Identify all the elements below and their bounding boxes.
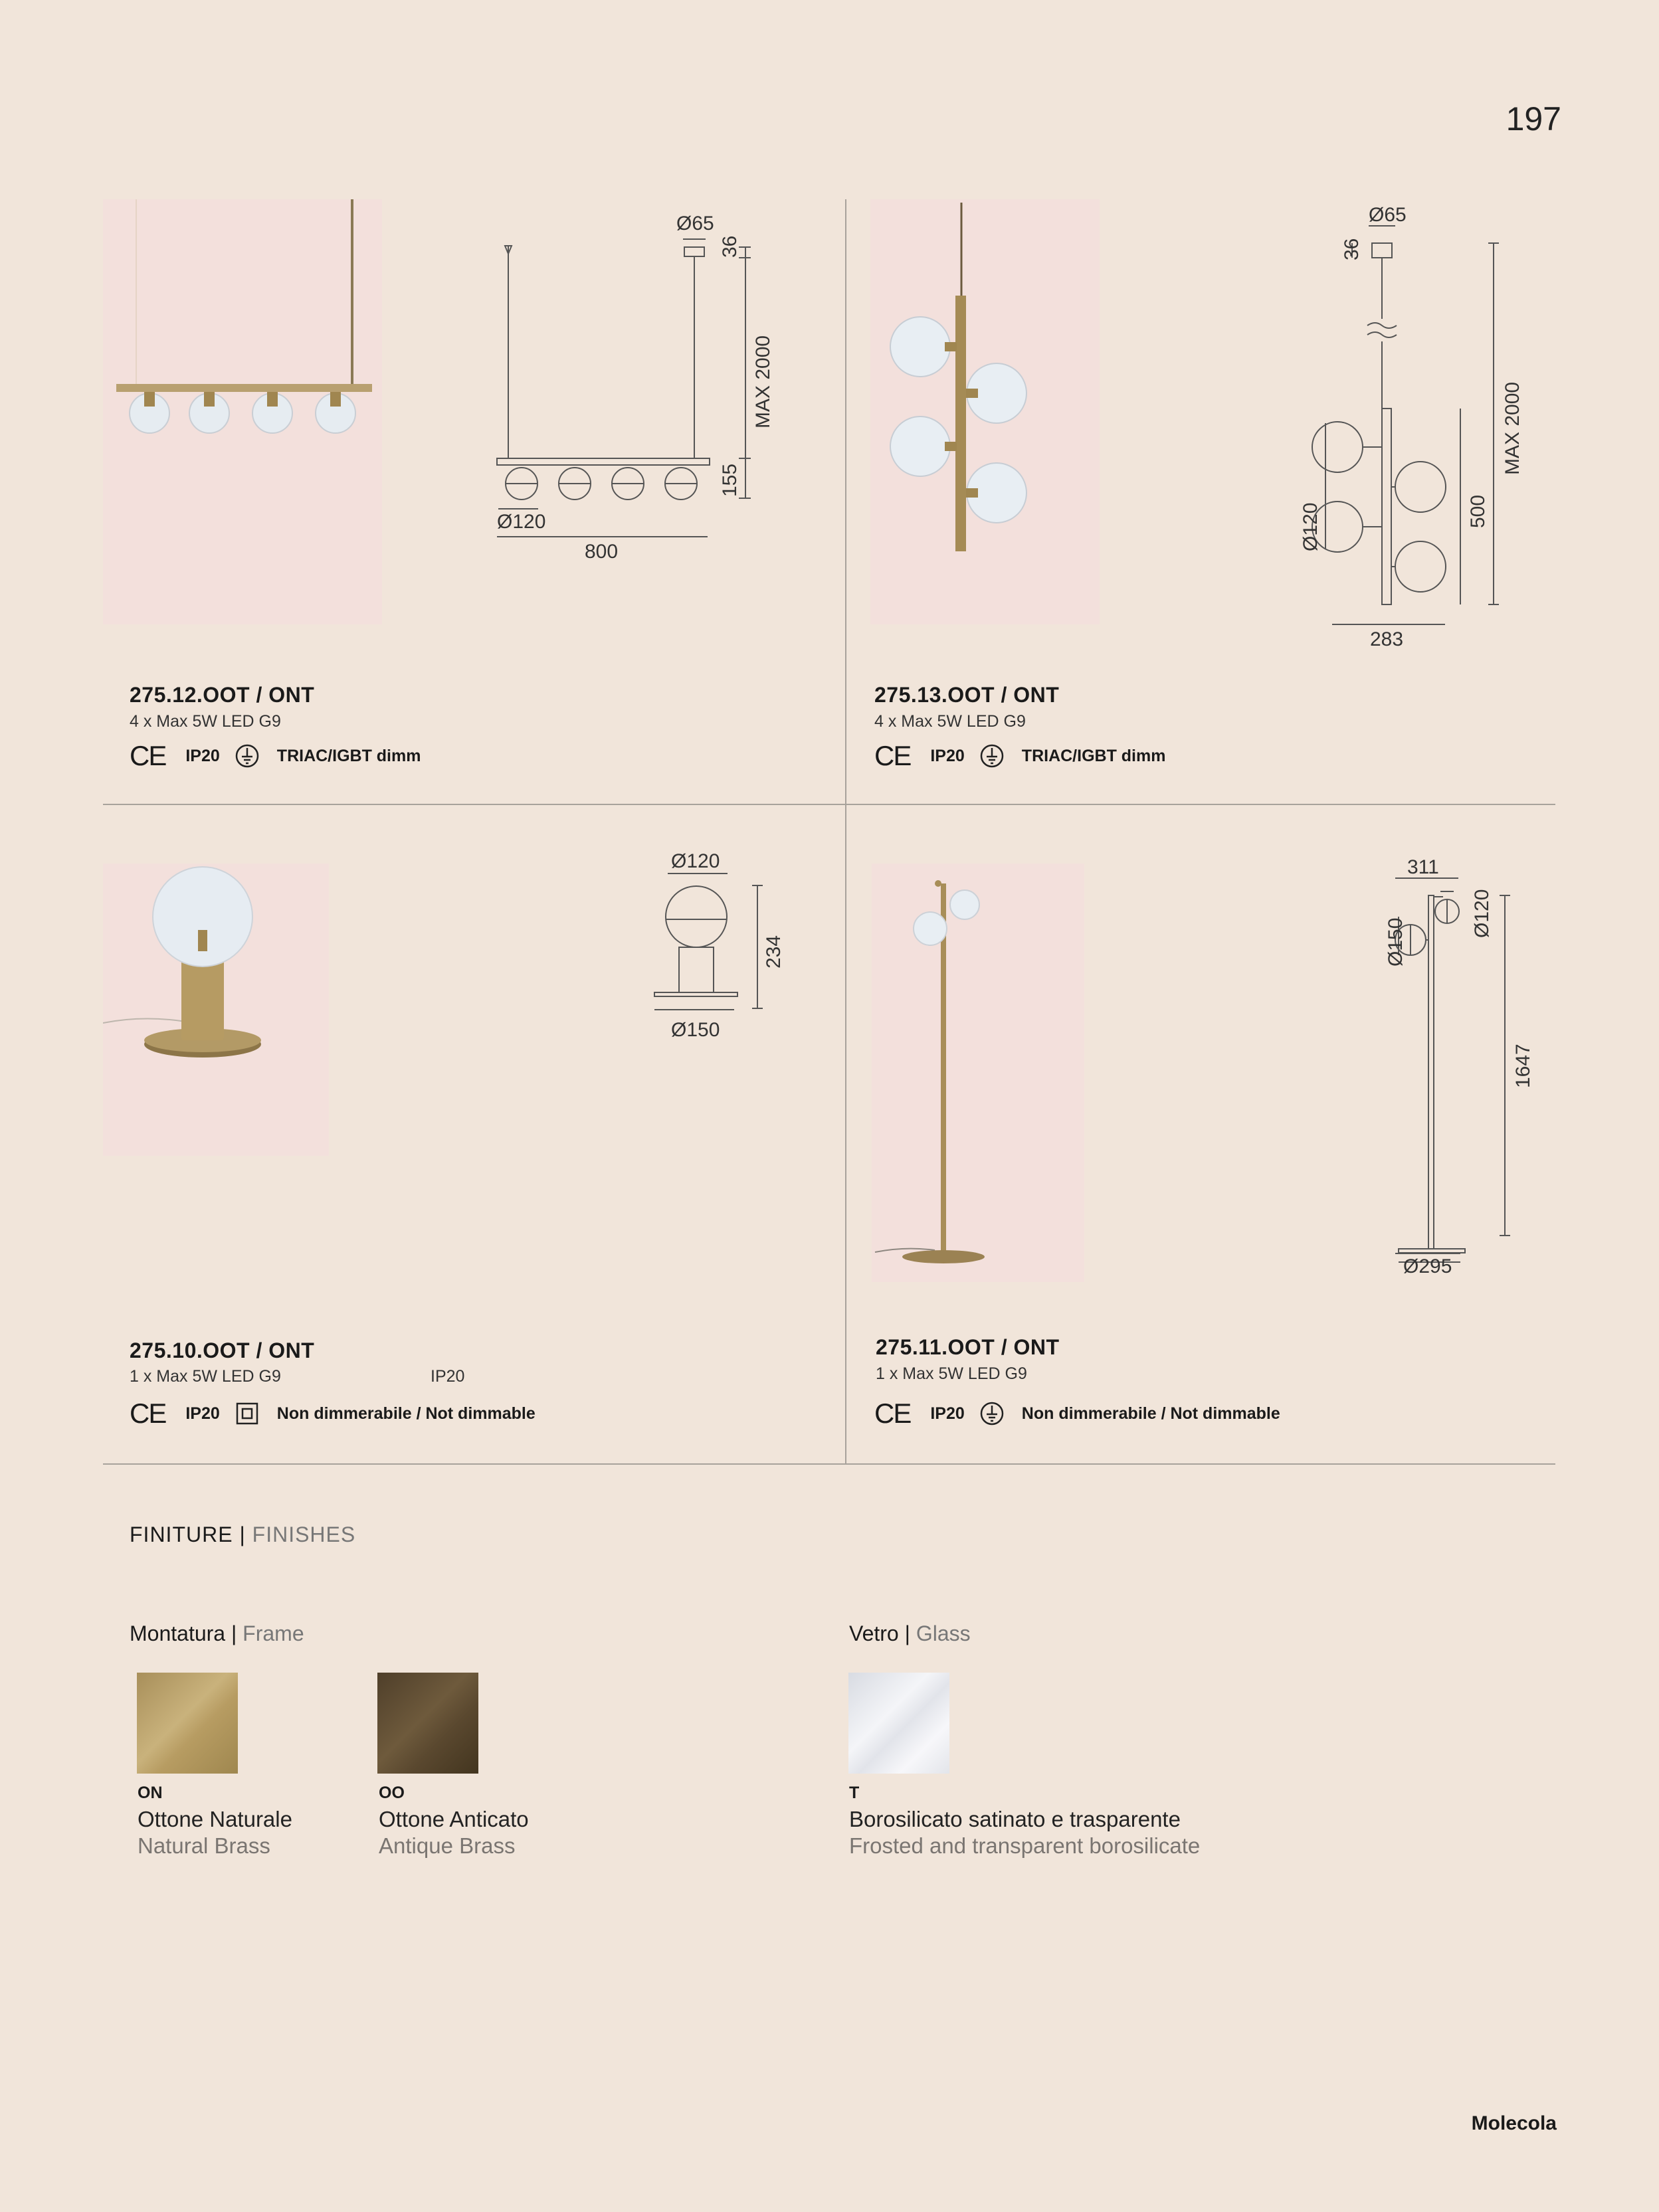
dim-p4-width: 311 bbox=[1407, 856, 1439, 878]
earth-ground-icon bbox=[979, 1401, 1005, 1426]
dim-p3-base: Ø150 bbox=[671, 1019, 720, 1041]
finish-name-it-t: Borosilicato satinato e trasparente bbox=[849, 1807, 1181, 1831]
glass-title-en: Glass bbox=[916, 1621, 971, 1645]
ip-rating: IP20 bbox=[185, 746, 220, 765]
dim-p3-height: 234 bbox=[763, 935, 785, 968]
glass-title: Vetro | Glass bbox=[849, 1621, 971, 1645]
dim-p1-width: 800 bbox=[585, 541, 619, 563]
finishes-title: FINITURE | FINISHES bbox=[130, 1522, 356, 1546]
product-photo-linear-suspension bbox=[103, 199, 382, 624]
product-code-275-12: 275.12.OOT / ONT bbox=[130, 683, 315, 707]
dim-p4-base: Ø295 bbox=[1403, 1255, 1452, 1277]
ip-rating: IP20 bbox=[185, 1404, 220, 1423]
dim-p2-width: 283 bbox=[1370, 628, 1404, 650]
finish-code-on: ON bbox=[138, 1784, 163, 1802]
product-badges-275-13 bbox=[874, 740, 1165, 772]
frame-title: Montatura | Frame bbox=[130, 1621, 304, 1645]
frame-title-en: Frame bbox=[243, 1621, 304, 1645]
grid-divider-vertical-bottom bbox=[845, 805, 846, 1465]
product-spec-275-11: 1 x Max 5W LED G9 bbox=[876, 1364, 1027, 1383]
product-spec-275-13: 4 x Max 5W LED G9 bbox=[874, 712, 1026, 731]
glass-title-it: Vetro bbox=[849, 1621, 899, 1645]
dim-p4-height: 1647 bbox=[1512, 1044, 1534, 1088]
grid-divider-bottom bbox=[103, 1463, 1555, 1465]
finishes-title-en: FINISHES bbox=[252, 1522, 356, 1546]
product-code-275-10: 275.10.OOT / ONT bbox=[130, 1338, 315, 1362]
finish-name-en-on: Natural Brass bbox=[138, 1833, 270, 1858]
technical-drawing-floor-lamp bbox=[1349, 850, 1548, 1282]
dimming-info: Non dimmerabile / Not dimmable bbox=[276, 1404, 536, 1423]
finishes-title-it: FINITURE bbox=[130, 1522, 233, 1546]
ce-mark-icon: CE bbox=[130, 1398, 166, 1429]
finish-name-en-t: Frosted and transparent borosilicate bbox=[849, 1833, 1201, 1858]
dim-p2-max: MAX 2000 bbox=[1502, 381, 1523, 475]
product-spec-275-10: 1 x Max 5W LED G9 bbox=[130, 1367, 281, 1386]
product-spec-extra-275-10: IP20 bbox=[431, 1367, 465, 1386]
dimming-info: TRIAC/IGBT dimm bbox=[276, 746, 421, 765]
ce-mark-icon: CE bbox=[130, 740, 166, 771]
dim-p2-canopy: Ø65 bbox=[1369, 204, 1407, 226]
dim-p4-globe-a: Ø150 bbox=[1385, 917, 1407, 967]
technical-drawing-vertical-suspension bbox=[1289, 199, 1541, 658]
dim-p2-canopy-h: 36 bbox=[1341, 238, 1363, 260]
dim-p2-body-h: 500 bbox=[1467, 494, 1489, 528]
product-code-275-13: 275.13.OOT / ONT bbox=[874, 683, 1060, 707]
earth-ground-icon bbox=[235, 743, 260, 769]
finish-code-oo: OO bbox=[379, 1784, 405, 1802]
ce-mark-icon: CE bbox=[874, 1398, 911, 1429]
dim-p1-canopy-h: 36 bbox=[719, 235, 741, 258]
earth-ground-icon bbox=[979, 743, 1005, 769]
dim-p1-globe: Ø120 bbox=[497, 511, 546, 533]
ce-mark-icon: CE bbox=[874, 740, 911, 771]
dim-p1-canopy: Ø65 bbox=[676, 213, 714, 234]
grid-divider-middle bbox=[103, 804, 1555, 805]
finish-name-it-on: Ottone Naturale bbox=[138, 1807, 292, 1831]
dim-p1-max: MAX 2000 bbox=[752, 335, 774, 428]
finish-name-it-oo: Ottone Anticato bbox=[379, 1807, 529, 1831]
swatch-antique-brass bbox=[377, 1673, 478, 1774]
dim-p1-body-h: 155 bbox=[719, 463, 741, 497]
product-photo-floor-lamp bbox=[872, 864, 1084, 1282]
swatch-borosilicate-glass bbox=[848, 1673, 949, 1774]
finish-code-t: T bbox=[849, 1784, 860, 1802]
finish-name-en-oo: Antique Brass bbox=[379, 1833, 516, 1858]
technical-drawing-table-lamp bbox=[644, 844, 791, 1063]
product-code-275-11: 275.11.OOT / ONT bbox=[876, 1335, 1060, 1359]
dimming-info: Non dimmerabile / Not dimmable bbox=[1021, 1404, 1280, 1423]
dim-p2-globe: Ø120 bbox=[1300, 502, 1321, 551]
dim-p3-globe: Ø120 bbox=[671, 850, 720, 872]
technical-drawing-linear-suspension bbox=[485, 206, 784, 578]
brand-name: Molecola bbox=[1471, 2112, 1557, 2134]
ip-rating: IP20 bbox=[930, 746, 965, 765]
swatch-natural-brass bbox=[137, 1673, 238, 1774]
product-spec-275-12: 4 x Max 5W LED G9 bbox=[130, 712, 281, 731]
product-photo-table-lamp bbox=[103, 864, 329, 1156]
dim-p4-globe-b: Ø120 bbox=[1471, 889, 1493, 938]
product-photo-vertical-suspension bbox=[870, 199, 1100, 624]
product-badges-275-10 bbox=[130, 1398, 536, 1429]
product-badges-275-12 bbox=[130, 740, 421, 772]
ip-rating: IP20 bbox=[930, 1404, 965, 1423]
frame-title-it: Montatura bbox=[130, 1621, 226, 1645]
grid-divider-vertical-top bbox=[845, 199, 846, 805]
product-badges-275-11 bbox=[874, 1398, 1280, 1429]
class-ii-double-insulation-icon bbox=[235, 1401, 260, 1426]
dimming-info: TRIAC/IGBT dimm bbox=[1021, 746, 1166, 765]
page-number: 197 bbox=[1506, 100, 1561, 138]
